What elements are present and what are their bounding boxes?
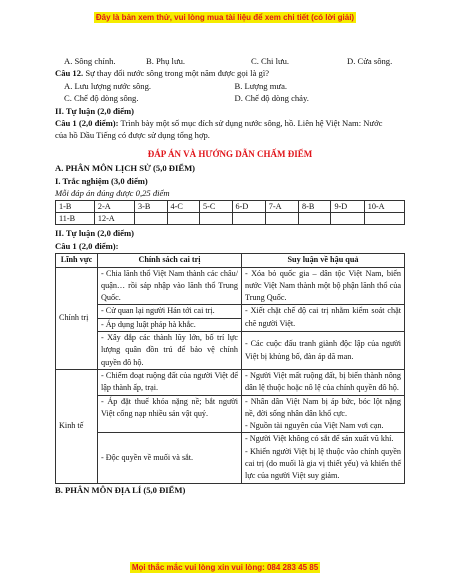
- answer-cell: 7-A: [265, 201, 298, 213]
- field-cell: Kinh tế: [56, 369, 98, 483]
- answer-cell: 4-C: [167, 201, 199, 213]
- option-c: C. Chế độ dòng sông.: [64, 93, 139, 104]
- table-row: [56, 267, 405, 305]
- document-body: [55, 55, 405, 496]
- q12-options-row2: [55, 92, 405, 104]
- mc-note: Mỗi đáp án đúng được 0,25 điểm: [55, 188, 170, 199]
- option-d: D. Cửa sông.: [347, 56, 393, 66]
- contact-banner: Mọi thắc mắc vui lòng xin vui lòng: 084 283 45 85: [131, 563, 319, 572]
- policy-cell: - Chiếm đoạt ruộng đất của người Việt để lập thành ấp, trại.: [98, 369, 242, 395]
- answer-cell: [167, 213, 199, 225]
- policy-cell: - Cử quan lại người Hán tới cai trị.: [98, 305, 242, 318]
- consequence-cell: - Nhân dân Việt Nam bị áp bức, bóc lột nặng nề, đời sống nhân dân khổ cực. - Nguồn tài nguyên của Việt Nam vơi cạn.: [242, 395, 405, 433]
- table-row: [56, 369, 405, 395]
- q12-question: Câu 12. Sự thay đổi nước sông trong một năm được gọi là gì?: [55, 68, 270, 79]
- consequence-cell: - Xiết chặt chế độ cai trị nhằm kiểm soát chặt chẽ người Việt.: [242, 305, 405, 332]
- essay-question-cont: của hồ Dầu Tiếng có được sử dụng tổng hợp.: [55, 130, 210, 141]
- table-header-row: [56, 254, 405, 267]
- table-row: [56, 395, 405, 433]
- answer-cell: 11-B: [56, 213, 95, 225]
- answer-cell: 1-B: [56, 201, 95, 213]
- mc-title: I. Trắc nghiệm (3,0 điểm): [55, 175, 148, 186]
- essay2-question: Câu 1 (2,0 điểm):: [55, 240, 119, 251]
- consequence-cell: - Người Việt không có sắt để sản xuất vũ khí. - Khiến người Việt bị lệ thuộc vào chính quyền cai trị (do muối là gia vị thiết yếu) và khiến thế lực của người Việt suy giảm.: [242, 433, 405, 483]
- answer-key-table: [55, 200, 405, 225]
- policy-cell: - Xây đắp các thành lũy lớn, bố trí lực lượng quân đồn trú để bảo vệ chính quyền đô hộ.: [98, 332, 242, 370]
- answer-cell: 8-B: [299, 201, 331, 213]
- answer-cell: [135, 213, 167, 225]
- answer-cell: 12-A: [94, 213, 134, 225]
- answer-cell: 2-A: [94, 201, 134, 213]
- policy-table: [55, 253, 405, 483]
- option-b: B. Lượng mưa.: [234, 80, 288, 91]
- answer-cell: [265, 213, 298, 225]
- answer-cell: 3-B: [135, 201, 167, 213]
- option-a: A. Lưu lượng nước sông.: [64, 80, 152, 91]
- essay-title: II. Tự luận (2,0 điểm): [55, 105, 135, 116]
- essay-question: Câu 1 (2,0 điểm): Trình bày một số mục đích sử dụng nước sông, hồ. Liên hệ Việt Nam: Nước: [55, 118, 383, 129]
- policy-cell: - Áp đặt thuế khóa nặng nề; bắt người Việt cống nạp nhiều sản vật quý.: [98, 395, 242, 433]
- answer-cell: 5-C: [200, 201, 232, 213]
- answer-cell: [299, 213, 331, 225]
- answer-cell: 9-D: [331, 201, 364, 213]
- header-field: Lĩnh vực: [56, 254, 98, 267]
- answer-cell: [200, 213, 232, 225]
- table-row: [56, 332, 405, 370]
- header-consequence: Suy luận về hậu quả: [242, 254, 405, 267]
- option-a: A. Sông chính.: [64, 56, 116, 66]
- consequence-cell: - Các cuộc đấu tranh giành độc lập của người Việt bị khủng bố, đàn áp dã man.: [242, 332, 405, 370]
- table-row: [56, 201, 405, 213]
- header-policy: Chính sách cai trị: [98, 254, 242, 267]
- answer-title: ĐÁP ÁN VÀ HƯỚNG DẪN CHẤM ĐIỂM: [147, 148, 313, 159]
- consequence-cell: - Người Việt mất ruộng đất, bị biến thành nông dân lệ thuộc hoặc nô lệ của chính quyền đô hộ.: [242, 369, 405, 395]
- option-d: D. Chế độ dòng chảy.: [234, 93, 309, 104]
- answer-cell: 6-D: [232, 201, 265, 213]
- option-c: C. Chi lưu.: [251, 56, 290, 66]
- policy-cell: - Độc quyền về muối và sắt.: [98, 433, 242, 483]
- policy-cell: - Áp dụng luật pháp hà khắc.: [98, 318, 242, 331]
- q11-options: [55, 55, 405, 67]
- essay2-title: II. Tự luận (2,0 điểm): [55, 228, 135, 239]
- table-row: [56, 213, 405, 225]
- q12-options-row1: [55, 80, 405, 92]
- preview-banner: Đây là bản xem thử, vui lòng mua tài liệu để xem chi tiết (có lời giải): [95, 13, 355, 22]
- section-a-title: A. PHÂN MÔN LỊCH SỬ (5,0 ĐIỂM): [55, 163, 196, 174]
- table-row: [56, 305, 405, 318]
- answer-cell: [232, 213, 265, 225]
- field-cell: Chính trị: [56, 267, 98, 369]
- consequence-cell: - Xóa bỏ quốc gia – dân tộc Việt Nam, biến nước Việt Nam thành một bộ phận lãnh thổ của Trung Quốc.: [242, 267, 405, 305]
- answer-cell: [331, 213, 364, 225]
- option-b: B. Phụ lưu.: [146, 56, 186, 66]
- table-row: [56, 433, 405, 483]
- section-b-title: B. PHÂN MÔN ĐỊA LÍ (5,0 ĐIỂM): [55, 484, 186, 495]
- answer-cell: [364, 213, 404, 225]
- policy-cell: - Chia lãnh thổ Việt Nam thành các châu/ quận… rồi sáp nhập vào lãnh thổ Trung Quốc.: [98, 267, 242, 305]
- answer-cell: 10-A: [364, 201, 404, 213]
